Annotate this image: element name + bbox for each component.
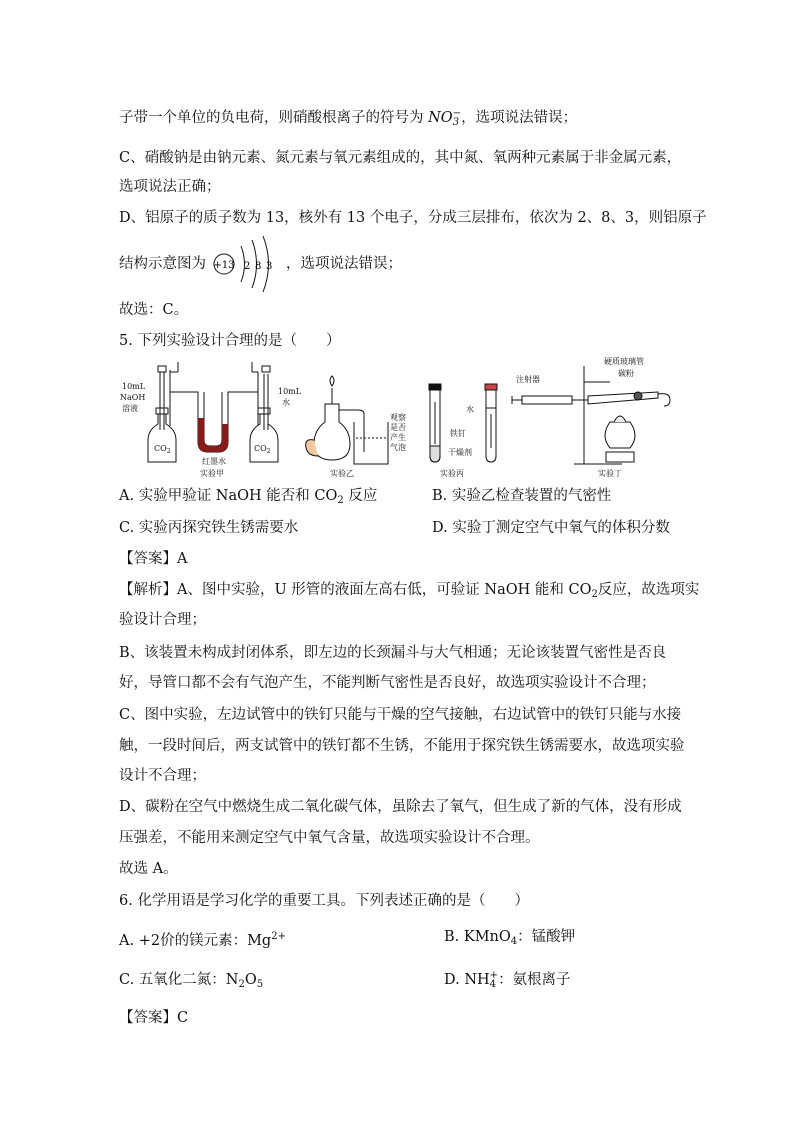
svg-text:水: 水 <box>466 405 474 414</box>
svg-text:CO2: $CO_2$ <box>254 444 271 455</box>
option-b: B. 实验乙检查装置的气密性 <box>432 488 612 504</box>
svg-text:10mL: 10mL <box>278 387 302 396</box>
text-line: 触，一段时间后，两支试管中的铁钉都不生锈，不能用于探究铁生锈需要水，故选项实验 <box>119 738 685 754</box>
text-line: D、铝原子的质子数为 13，核外有 13 个电子，分成三层排布，依次为 2、8、3，则铝原子 <box>119 210 707 226</box>
text-line: 故选 A。 <box>119 861 178 877</box>
formula-no3: NO − 3 <box>428 108 462 128</box>
aluminum-atom-diagram <box>208 234 284 294</box>
text-line: 选项说法正确； <box>119 179 221 195</box>
svg-text:NaOH: NaOH <box>120 393 146 402</box>
svg-text:水: 水 <box>282 398 290 407</box>
option-c: C. 实验丙探究铁生锈需要水 <box>119 520 299 536</box>
option-c: C. 五氧化二氮：$N_2O_5$ <box>119 972 264 990</box>
svg-text:10mL: 10mL <box>122 382 146 391</box>
shell-2-count: 8 <box>255 261 262 272</box>
svg-text:实验甲: 实验甲 <box>200 469 224 478</box>
svg-text:气泡: 气泡 <box>390 443 406 452</box>
option-d: D. NH + 4 ：氨根离子 <box>444 970 571 990</box>
svg-text:硬质玻璃管: 硬质玻璃管 <box>604 357 644 366</box>
svg-text:铁钉: 铁钉 <box>450 429 466 438</box>
option-b: B. KMnO$_4$：锰酸钾 <box>444 929 576 947</box>
text-line: 故选：C。 <box>119 302 189 318</box>
text-line: C、硝酸钠是由钠元素、氮元素与氧元素组成的，其中氮、氧两种元素属于非金属元素， <box>119 150 682 166</box>
text-line: 好，导管口都不会有气泡产生，不能判断气密性是否良好，故选项实验设计不合理； <box>119 675 656 691</box>
experiment-figure <box>118 352 678 482</box>
svg-text:产生: 产生 <box>390 433 406 442</box>
shell-3-count: 3 <box>266 261 273 272</box>
formula-mg: Mg <box>247 933 272 949</box>
text-line: 压强差，不能用来测定空气中氧气含量，故选项实验设计不合理。 <box>119 830 540 846</box>
answer-label: 【答案】A <box>119 551 188 567</box>
option-d: D. 实验丁测定空气中氧气的体积分数 <box>432 520 670 536</box>
nucleus-label: +13 <box>213 260 235 271</box>
experiment-yi-labels <box>330 412 406 478</box>
text-line: C、图中实验，左边试管中的铁钉只能与干燥的空气接触，右边试管中的铁钉只能与水接 <box>119 707 682 723</box>
question-stem: 5. 下列实验设计合理的是（ ） <box>119 333 341 349</box>
experiment-yi <box>306 376 388 464</box>
svg-text:实验丁: 实验丁 <box>598 469 622 478</box>
option-a: A. +2价的镁元素：$Mg^{2+}$ <box>119 931 286 949</box>
text-line: 结构示意图为 <box>119 256 206 272</box>
text-line: ，选项说法错误； <box>286 256 402 272</box>
text-line: B、该装置未构成封闭体系，即左边的长颈漏斗与大气相通；无论该装置气密性是否良 <box>119 645 667 661</box>
shell-1-count: 2 <box>244 261 251 272</box>
svg-text:溶液: 溶液 <box>122 404 138 413</box>
experiment-bing-labels <box>440 404 474 478</box>
svg-text:CO2: $CO_2$ <box>154 444 171 455</box>
text-line: 验设计合理； <box>119 612 206 628</box>
text-line: 子带一个单位的负电荷，则硝酸根离子的符号为 NO − 3 ，选项说法错误； <box>119 108 578 128</box>
svg-text:实验乙: 实验乙 <box>330 469 354 478</box>
text-line: 【解析】A、图中实验，U 形管的液面左高右低，可验证 NaOH 能和 $CO_2$反应，故选项实 <box>119 582 700 600</box>
svg-text:注射器: 注射器 <box>516 375 540 384</box>
svg-text:红墨水: 红墨水 <box>202 457 226 466</box>
svg-text:干燥剂: 干燥剂 <box>448 448 472 457</box>
option-a: A. 实验甲验证 NaOH 能否和 $CO_2$ 反应 <box>119 488 378 506</box>
svg-text:碳粉: 碳粉 <box>618 369 634 378</box>
text-line: 设计不合理； <box>119 768 206 784</box>
question-stem: 6. 化学用语是学习化学的重要工具。下列表述正确的是（ ） <box>119 893 529 909</box>
answer-label: 【答案】C <box>119 1010 189 1026</box>
svg-text:观察: 观察 <box>390 413 406 422</box>
experiment-ding-labels <box>516 356 644 478</box>
svg-text:实验丙: 实验丙 <box>440 469 464 478</box>
svg-text:是否: 是否 <box>390 423 406 432</box>
text-line: D、碳粉在空气中燃烧生成二氧化碳气体，虽除去了氧气，但生成了新的气体，没有形成 <box>119 799 682 815</box>
